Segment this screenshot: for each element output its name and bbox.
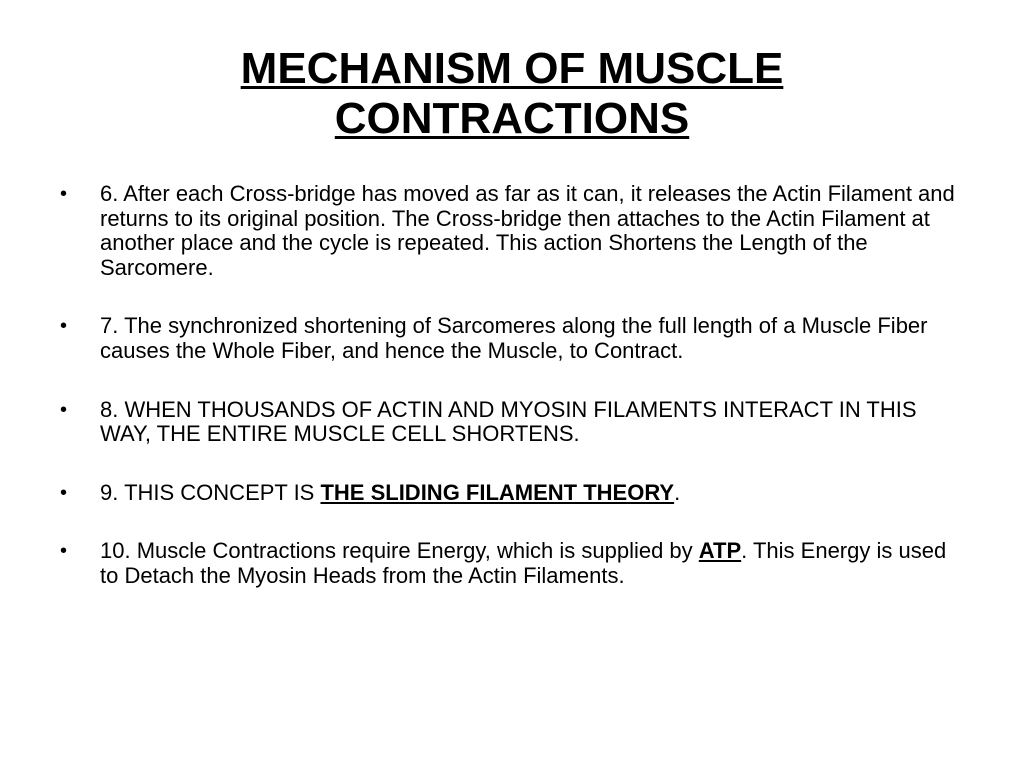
title-line-1: MECHANISM OF MUSCLE [240, 44, 784, 93]
bullet-item-8 [60, 398, 970, 447]
atp-emphasis: ATP [698, 538, 742, 564]
bullet-item-6 [60, 182, 970, 280]
bullet-list [60, 182, 970, 623]
bullet-text-after: . This Energy is used to Detach the Myosin Heads from the Actin Filaments. [100, 538, 947, 588]
title-line-2: CONTRACTIONS [334, 94, 690, 143]
bullet-dot-icon: • [60, 315, 68, 338]
bullet-dot-icon: • [60, 481, 68, 504]
bullet-text [100, 538, 946, 588]
bullet-text-before: 10. Muscle Contractions require Energy, which is supplied by [100, 538, 699, 564]
bullet-dot-icon: • [60, 540, 68, 563]
bullet-text [100, 480, 680, 505]
bullet-text-before: 9. THIS CONCEPT IS [100, 479, 321, 505]
bullet-item-9 [60, 481, 970, 506]
slide-title [0, 44, 1024, 144]
bullet-text: 8. WHEN THOUSANDS OF ACTIN AND MYOSIN FILAMENTS INTERACT IN THIS WAY, THE ENTIRE MUSCLE CELL SHORTENS. [100, 396, 917, 447]
bullet-dot-icon: • [60, 183, 68, 205]
bullet-item-7 [60, 314, 970, 363]
bullet-item-10 [60, 539, 970, 588]
bullet-text-after: . [674, 479, 681, 505]
bullet-text: 6. After each Cross-bridge has moved as far as it can, it releases the Actin Filament and returns to its original position. The Cross-bridge then attaches to the Actin Filament at another place and the cycle is repeated. This action Shortens the Length of the Sarcomere. [100, 181, 955, 280]
bullet-dot-icon: • [60, 398, 68, 421]
sliding-filament-theory-emphasis: THE SLIDING FILAMENT THEORY [320, 479, 675, 505]
bullet-text: 7. The synchronized shortening of Sarcomeres along the full length of a Muscle Fiber causes the Whole Fiber, and hence the Muscle, to Contract. [100, 313, 928, 363]
